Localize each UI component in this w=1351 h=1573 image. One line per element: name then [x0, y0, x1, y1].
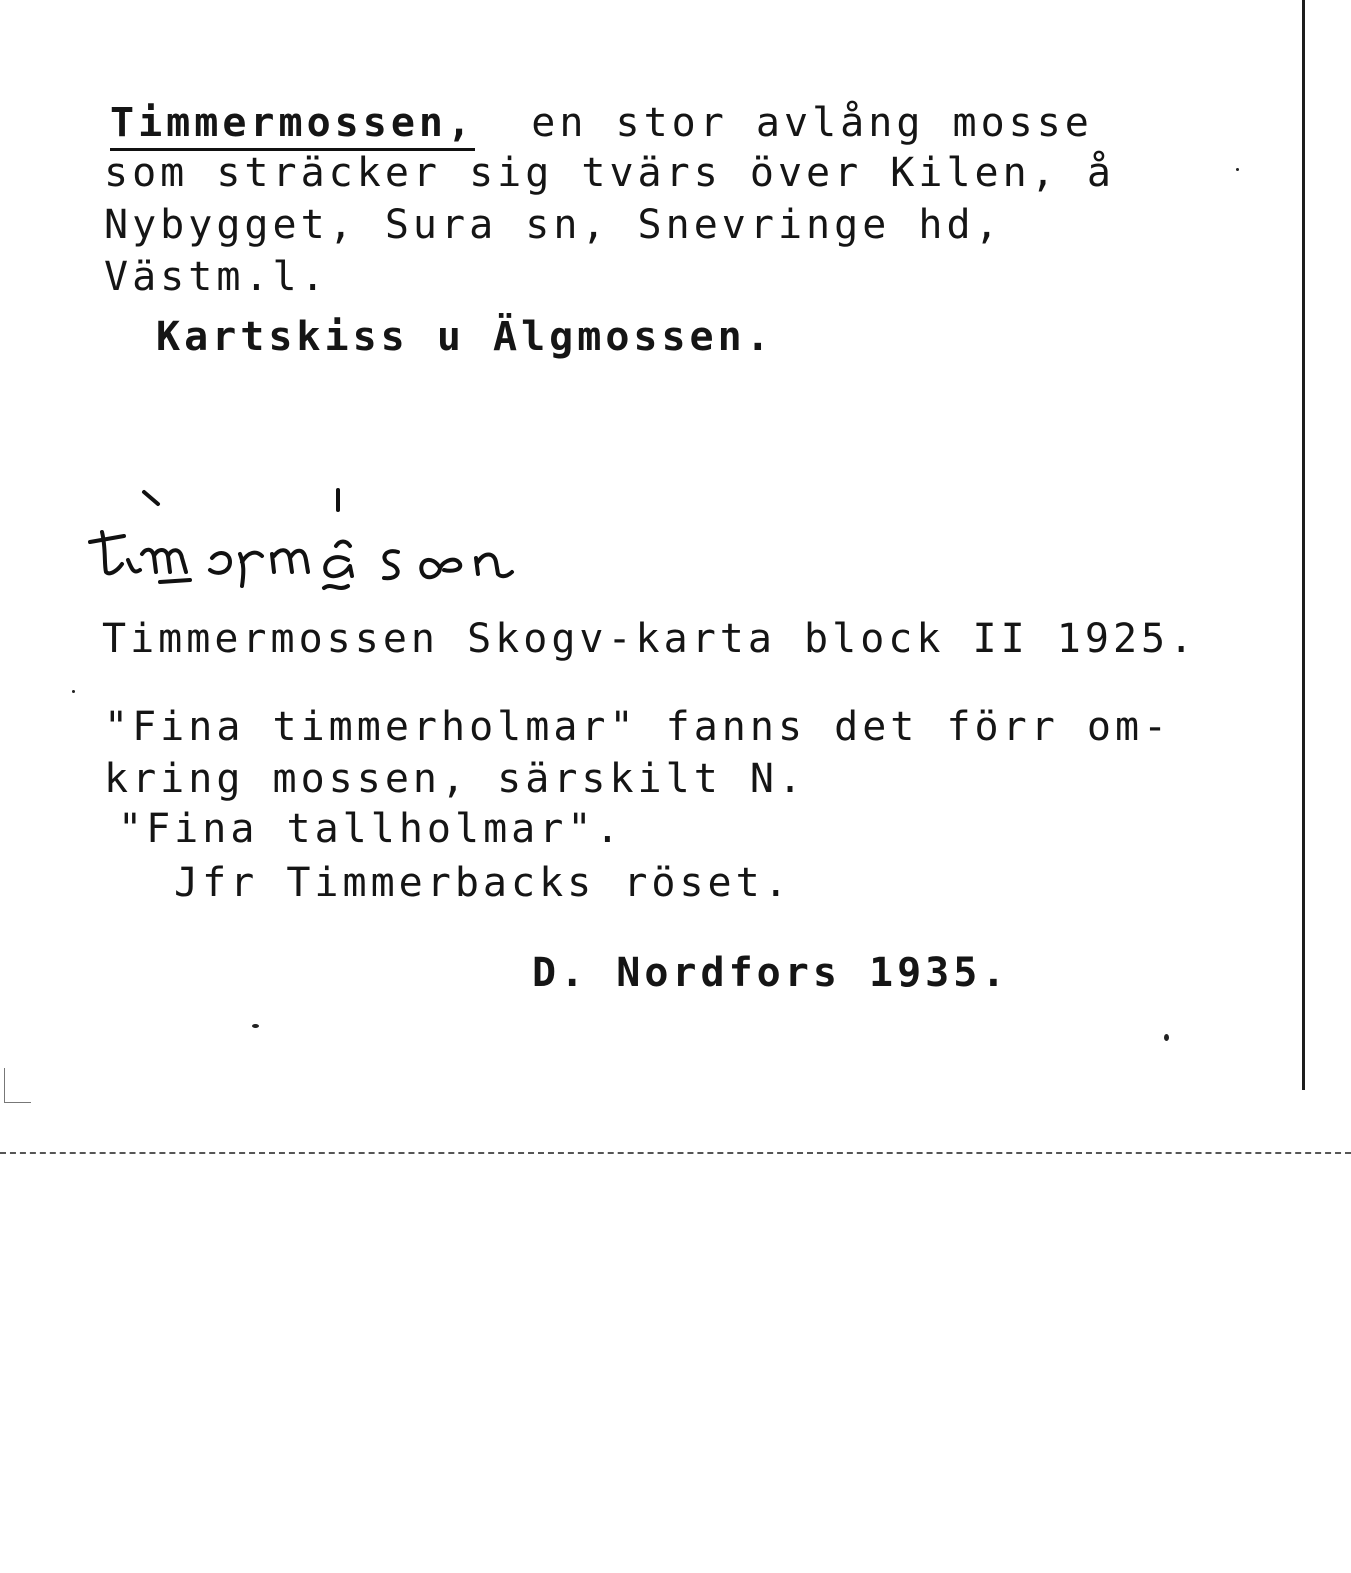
cut-line	[0, 1152, 1351, 1154]
notes-line-4: Jfr Timmerbacks röset.	[174, 860, 792, 906]
scan-speck	[72, 690, 75, 693]
entry-line-2: som sträcker sig tvärs över Kilen, å	[104, 150, 1115, 196]
signature: D. Nordfors 1935.	[532, 950, 1010, 996]
entry-line-4: Västm.l.	[104, 254, 329, 300]
entry-line-1	[110, 96, 1093, 150]
entry-line-1-rest: en stor avlång mosse	[531, 100, 1093, 146]
scan-speck	[1164, 1034, 1169, 1041]
notes-line-2: kring mossen, särskilt N.	[104, 756, 807, 802]
scan-speck	[1236, 168, 1239, 171]
source-reference: Timmermossen Skogv-karta block II 1925.	[102, 616, 1198, 662]
notes-line-1: "Fina timmerholmar" fanns det förr om-	[104, 704, 1172, 750]
entry-line-3: Nybygget, Sura sn, Snevringe hd,	[104, 202, 1003, 248]
handwritten-pronunciation	[84, 482, 664, 602]
notes-line-3: "Fina tallholmar".	[118, 806, 624, 852]
scan-speck	[252, 1024, 259, 1028]
card-corner-mark	[4, 1068, 31, 1103]
card-right-edge	[1302, 0, 1305, 1090]
entry-line-5: Kartskiss u Älgmossen.	[156, 314, 774, 360]
headword: Timmermossen,	[110, 100, 475, 151]
